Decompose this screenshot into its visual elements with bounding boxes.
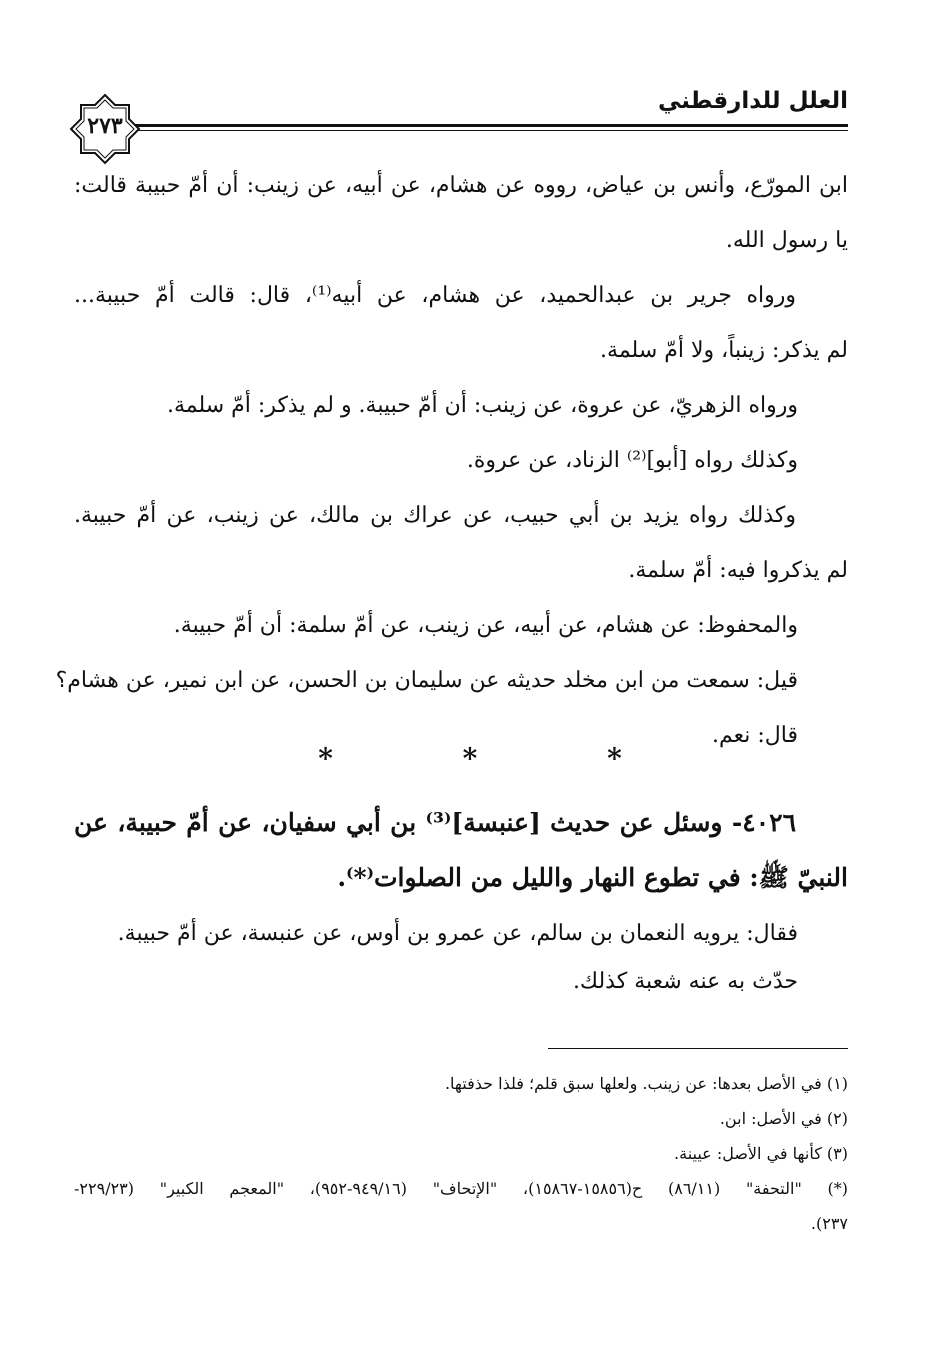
page-number: ٢٧٣ xyxy=(87,113,123,139)
text-line: فقال: يرويه النعمان بن سالم، عن عمرو بن أوس، عن عنبسة، عن أمّ حبيبة. xyxy=(117,921,798,946)
text-line: لم يذكر: زينباً، ولا أمّ سلمة. xyxy=(600,338,848,363)
text-line: ورواه الزهريّ، عن عروة، عن زينب: أن أمّ حبيبة. و لم يذكر: أمّ سلمة. xyxy=(166,393,798,418)
text-line: وكذلك رواه يزيد بن أبي حبيب، عن عراك بن مالك، عن زينب، عن أمّ حبيبة. xyxy=(74,503,796,528)
entry-line: ٤٠٢٦- وسئل عن حديث [عنبسة]⁽³⁾ بن أبي سفيان، عن أمّ حبيبة، عن xyxy=(74,808,796,837)
text-line: قيل: سمعت من ابن مخلد حديثه عن سليمان بن الحسن، عن ابن نمير، عن هشام؟ xyxy=(55,668,798,693)
header-rule-thin xyxy=(132,130,848,131)
entry-text xyxy=(74,910,848,1006)
text-line: قال: نعم. xyxy=(712,723,798,748)
text-line: حدّث به عنه شعبة كذلك. xyxy=(572,969,798,994)
footnote: (٣) كأنها في الأصل: عيينة. xyxy=(674,1144,848,1163)
text-line: ورواه جرير بن عبدالحميد، عن هشام، عن أبيه⁽¹⁾، قال: قالت أمّ حبيبة... xyxy=(74,283,796,308)
text-line: يا رسول الله. xyxy=(725,228,848,253)
section-separator: * * * xyxy=(318,742,682,775)
footnote: (١) في الأصل بعدها: عن زينب. ولعلها سبق قلم؛ فلذا حذفتها. xyxy=(444,1074,848,1093)
running-title: العلل للدارقطني xyxy=(658,88,848,114)
text-line: وكذلك رواه [أبو]⁽²⁾ الزناد، عن عروة. xyxy=(466,448,798,473)
text-line: لم يذكروا فيه: أمّ سلمة. xyxy=(628,558,848,583)
text-line: والمحفوظ: عن هشام، عن أبيه، عن زينب، عن أمّ سلمة: أن أمّ حبيبة. xyxy=(173,613,798,638)
entry-heading xyxy=(74,795,848,905)
footnote-rule xyxy=(548,1048,848,1049)
footnotes xyxy=(74,1066,848,1241)
entry-line: النبيّ ﷺ: في تطوع النهار والليل من الصلوات⁽*⁾. xyxy=(337,863,848,892)
header-rule xyxy=(132,124,848,127)
main-text xyxy=(55,158,848,763)
footnote: (٢) في الأصل: ابن. xyxy=(719,1109,848,1128)
footnote: (*) "التحفة" (٨٦/١١) ح(١٥٨٥٦-١٥٨٦٧)، "الإتحاف" (٩٤٩/١٦-٩٥٢)، "المعجم الكبير" (٢٢٩/٢٣- xyxy=(74,1179,849,1198)
footnote: ٢٣٧). xyxy=(810,1214,848,1233)
text-line: ابن المورّع، وأنس بن عياض، رووه عن هشام، عن أبيه، عن زينب: أن أمّ حبيبة قالت: xyxy=(74,173,848,198)
